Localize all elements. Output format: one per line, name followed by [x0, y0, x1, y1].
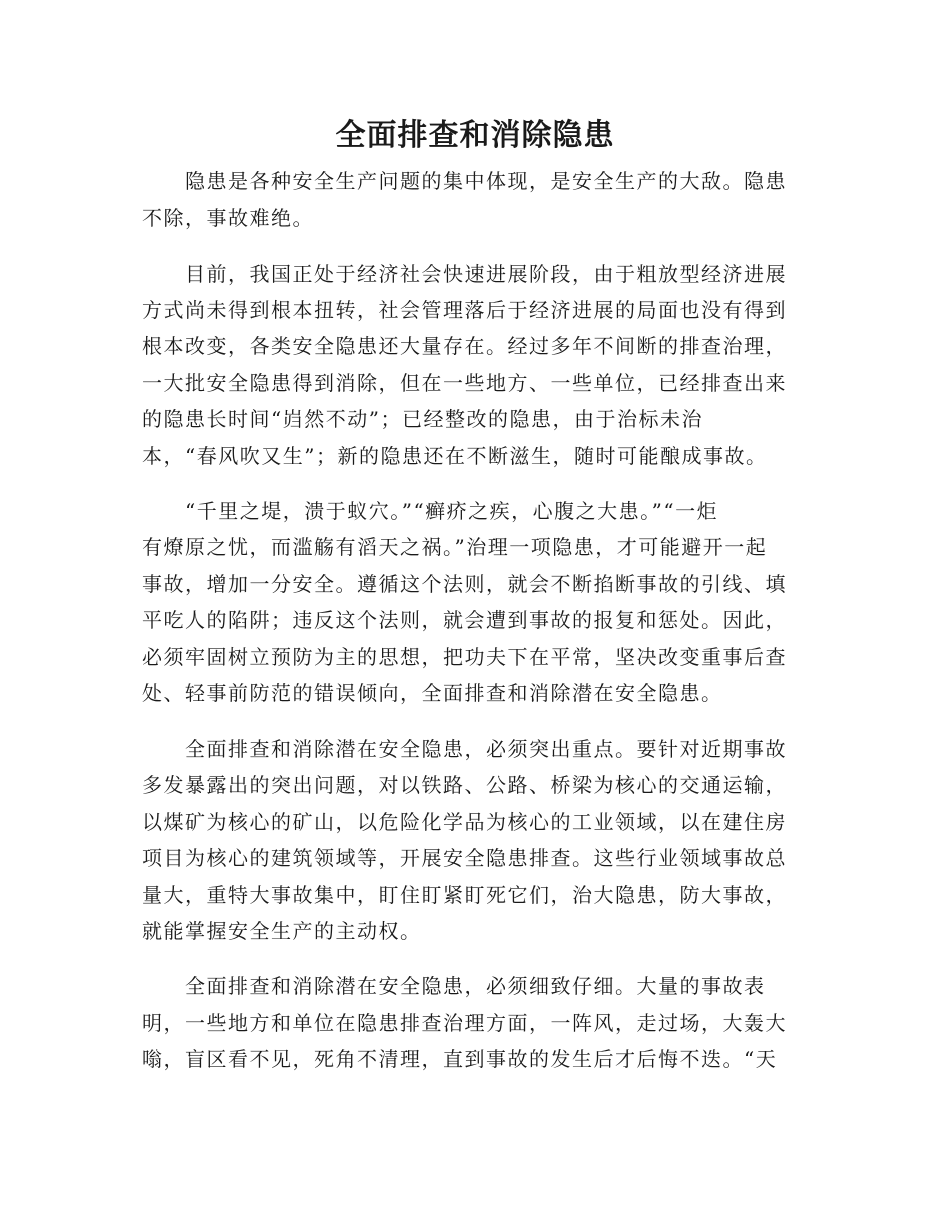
paragraph-5-line-1: 全面排查和消除潜在安全隐患，必须细致仔细。大量的事故表: [142, 974, 766, 998]
paragraph-4-line-5: 量大，重特大事故集中，盯住盯紧盯死它们，治大隐患，防大事故，: [142, 883, 787, 907]
paragraph-5-line-3: 嗡，盲区看不见，死角不清理，直到事故的发生后才后悔不迭。“天: [142, 1047, 778, 1071]
paragraph-3-line-1: “千里之堤，溃于蚁穴。”“癣疥之疾，心腹之大患。”“一炬: [142, 499, 719, 523]
paragraph-3-line-4: 平吃人的陷阱；违反这个法则，就会遭到事故的报复和惩处。因此，: [142, 608, 787, 632]
paragraph-4-line-6: 就能掌握安全生产的主动权。: [142, 919, 422, 943]
paragraph-1-line-1: 隐患是各种安全生产问题的集中体现，是安全生产的大敌。隐患: [142, 169, 787, 193]
paragraph-3-line-2: 有燎原之忧，而滥觞有滔天之祸。”治理一项隐患，才可能避开一起: [142, 535, 768, 559]
paragraph-4-line-4: 项目为核心的建筑领域等，开展安全隐患排查。这些行业领域事故总: [142, 846, 787, 870]
paragraph-2-line-5: 的隐患长时间“岿然不动”；已经整改的隐患，由于治标未治: [142, 407, 703, 431]
paragraph-2-line-6: 本，“春风吹又生”；新的隐患还在不断滋生，随时可能酿成事故。: [142, 444, 768, 468]
paragraph-2-line-1: 目前，我国正处于经济社会快速进展阶段，由于粗放型经济进展: [142, 262, 787, 286]
paragraph-3-line-6: 处、轻事前防范的错误倾向，全面排查和消除潜在安全隐患。: [142, 681, 723, 705]
paragraph-2-line-3: 根本改变，各类安全隐患还大量存在。经过多年不间断的排查治理，: [142, 334, 787, 358]
paragraph-4-line-3: 以煤矿为核心的矿山，以危险化学品为核心的工业领域，以在建住房: [142, 810, 787, 834]
paragraph-1-line-2: 不除，事故难绝。: [142, 206, 314, 230]
paragraph-3-line-3: 事故，增加一分安全。遵循这个法则，就会不断掐断事故的引线、填: [142, 572, 787, 596]
paragraph-4-line-1: 全面排查和消除潜在安全隐患，必须突出重点。要针对近期事故: [142, 737, 787, 761]
paragraph-5-line-2: 明，一些地方和单位在隐患排查治理方面，一阵风，走过场，大轰大: [142, 1011, 787, 1035]
paragraph-2-line-2: 方式尚未得到根本扭转，社会管理落后于经济进展的局面也没有得到: [142, 298, 787, 322]
document-title: 全面排查和消除隐患: [335, 118, 615, 153]
paragraph-2-line-4: 一大批安全隐患得到消除，但在一些地方、一些单位，已经排查出来: [142, 371, 787, 395]
paragraph-4-line-2: 多发暴露出的突出问题，对以铁路、公路、桥梁为核心的交通运输，: [142, 773, 787, 797]
paragraph-3-line-5: 必须牢固树立预防为主的思想，把功夫下在平常，坚决改变重事后查: [142, 645, 787, 669]
